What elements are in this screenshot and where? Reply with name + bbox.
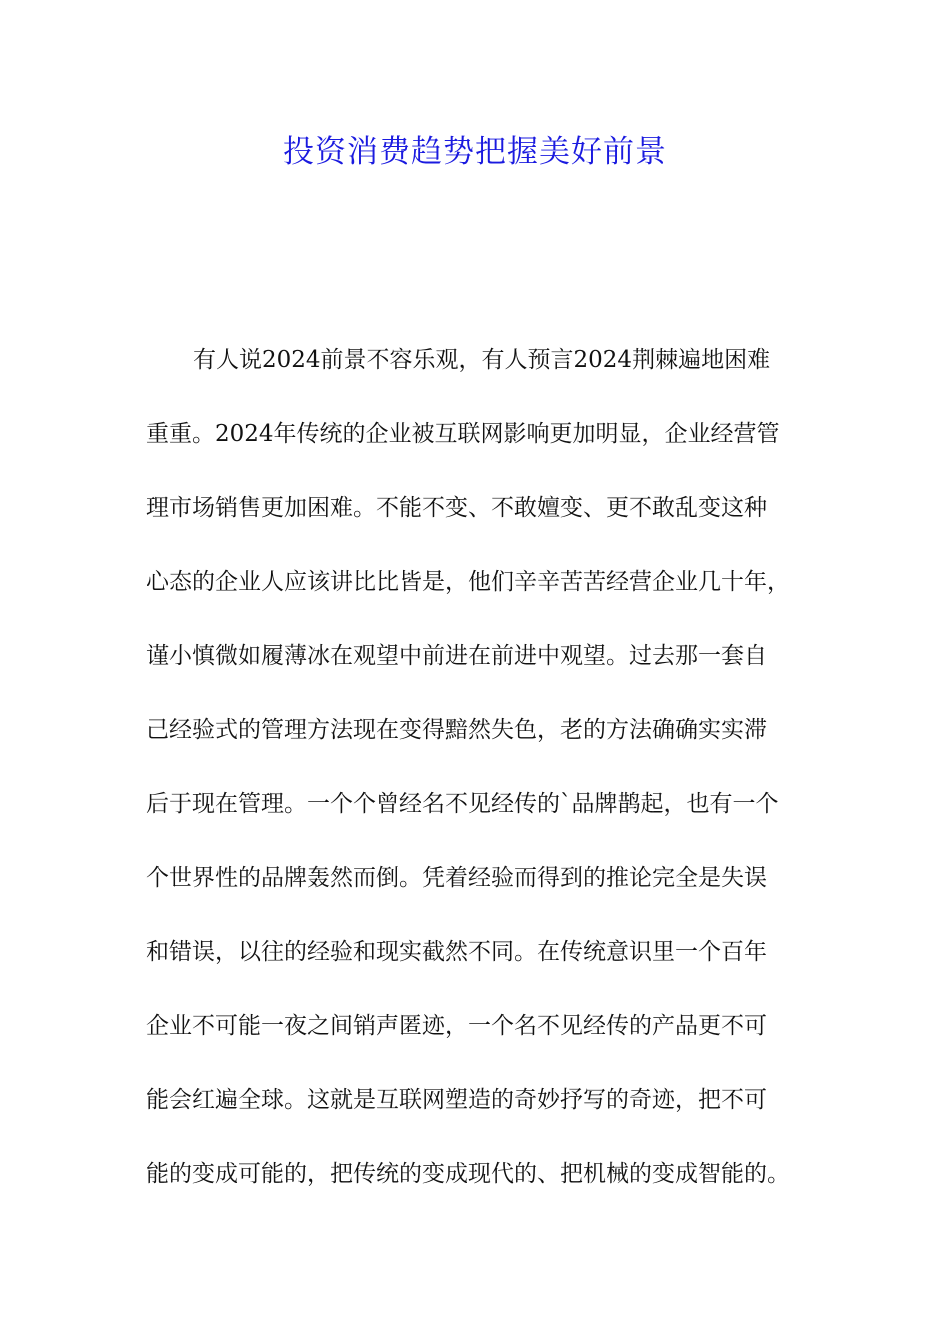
paragraph-line: 能会红遍全球。这就是互联网塑造的奇妙抒写的奇迹，把不可 [146,1087,767,1113]
paragraph-line: 心态的企业人应该讲比比皆是，他们辛辛苦苦经营企业几十年， [146,569,790,595]
body-paragraph [146,330,826,1218]
paragraph-line: 重重。2024年传统的企业被互联网影响更加明显，企业经营管 [146,421,780,447]
paragraph-line: 能的变成可能的，把传统的变成现代的、把机械的变成智能的。 [146,1161,790,1187]
paragraph-line: 己经验式的管理方法现在变得黯然失色，老的方法确确实实滞 [146,717,767,743]
paragraph-line: 理市场销售更加困难。不能不变、不敢嬗变、更不敢乱变这种 [146,495,767,521]
document-title: 投资消费趋势把握美好前景 [283,134,667,170]
paragraph-line: 谨小慎微如履薄冰在观望中前进在前进中观望。过去那一套自 [146,643,767,669]
paragraph-line: 企业不可能一夜之间销声匿迹，一个名不见经传的产品更不可 [146,1013,767,1039]
paragraph-line: 个世界性的品牌轰然而倒。凭着经验而得到的推论完全是失误 [146,865,767,891]
paragraph-line: 有人说2024前景不容乐观，有人预言2024荆棘遍地困难 [193,347,771,373]
paragraph-line: 后于现在管理。一个个曾经名不见经传的`品牌鹊起，也有一个 [146,791,779,817]
paragraph-line: 和错误，以往的经验和现实截然不同。在传统意识里一个百年 [146,939,767,965]
